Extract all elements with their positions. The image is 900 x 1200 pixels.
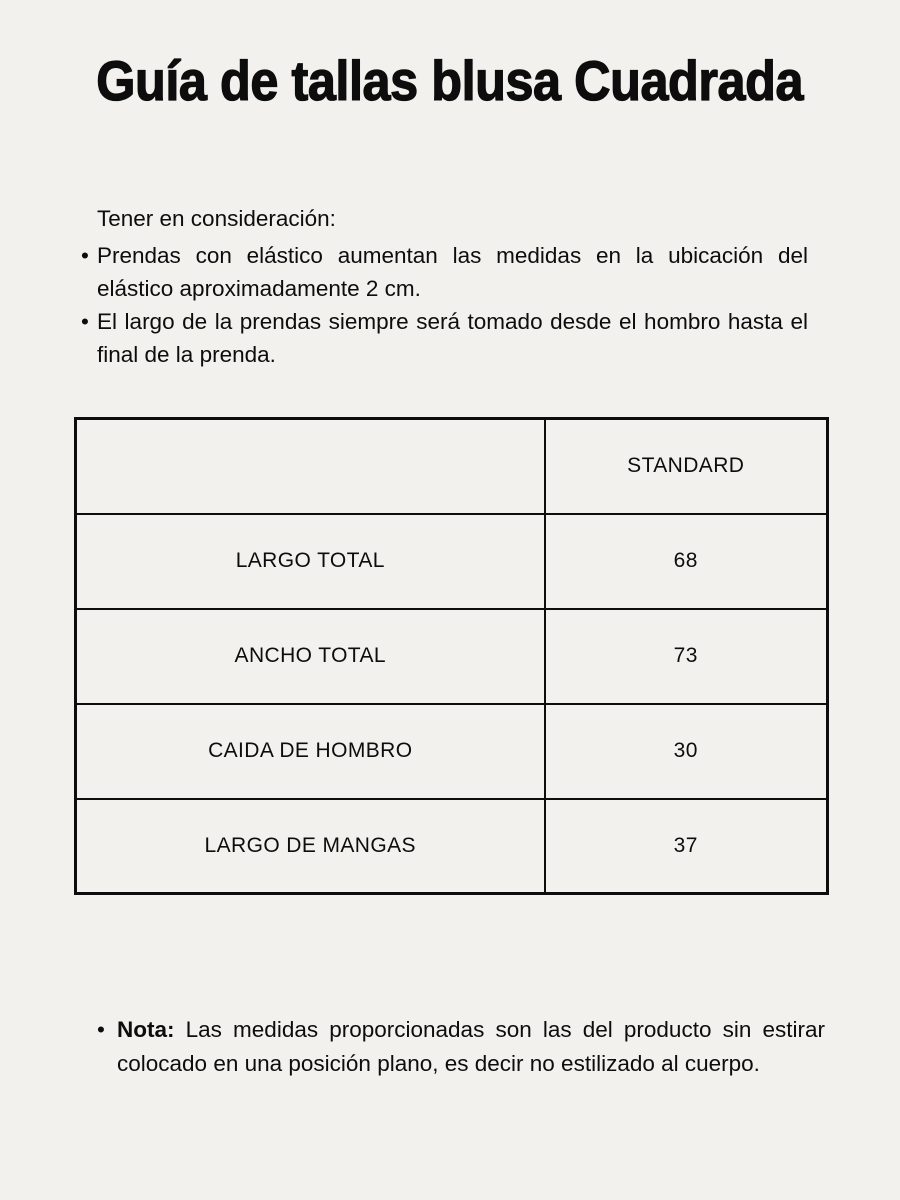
considerations-list bbox=[81, 239, 808, 371]
list-item: • El largo de la prendas siempre será tomado desde el hombro hasta el final de la prenda. bbox=[81, 305, 808, 371]
page-title-text: Guía de tallas blusa Cuadrada bbox=[96, 49, 804, 112]
measurement-label: CAIDA DE HOMBRO bbox=[76, 704, 545, 799]
note-section bbox=[97, 1013, 825, 1080]
table-row bbox=[76, 704, 828, 799]
table-header-row bbox=[76, 419, 828, 514]
measurement-value: 73 bbox=[545, 609, 828, 704]
note-item bbox=[97, 1013, 825, 1080]
table-row bbox=[76, 799, 828, 894]
measurement-value: 37 bbox=[545, 799, 828, 894]
measurement-label: LARGO TOTAL bbox=[76, 514, 545, 609]
size-table-section bbox=[74, 417, 829, 895]
table-row bbox=[76, 609, 828, 704]
measurement-value: 30 bbox=[545, 704, 828, 799]
note-label: Nota: bbox=[117, 1017, 175, 1042]
page-title bbox=[0, 48, 900, 113]
note-text: Las medidas proporcionadas son las del producto sin estirar colocado en una posición plano, es decir no estilizado al cuerpo. bbox=[117, 1017, 825, 1076]
size-table bbox=[74, 417, 829, 895]
list-item: • Prendas con elástico aumentan las medidas en la ubicación del elástico aproximadamente 2 cm. bbox=[81, 239, 808, 305]
column-header-standard: STANDARD bbox=[545, 419, 828, 514]
measurement-value: 68 bbox=[545, 514, 828, 609]
measurement-label: ANCHO TOTAL bbox=[76, 609, 545, 704]
note-list bbox=[97, 1013, 825, 1080]
table-header-empty-cell bbox=[76, 419, 545, 514]
table-row bbox=[76, 514, 828, 609]
measurement-label: LARGO DE MANGAS bbox=[76, 799, 545, 894]
considerations-intro: Tener en consideración: bbox=[97, 206, 336, 231]
considerations-section bbox=[81, 202, 808, 371]
